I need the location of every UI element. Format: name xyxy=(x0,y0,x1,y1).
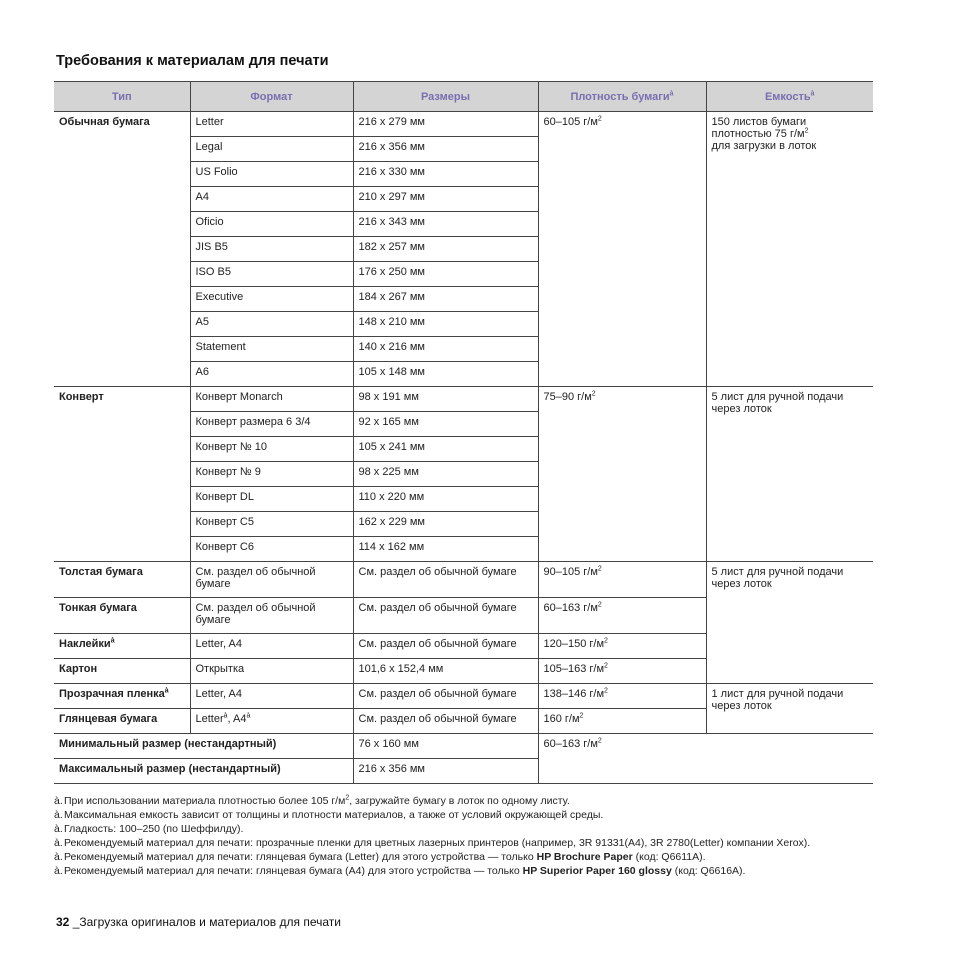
density-cell: 138–146 $г/м^2$ xyxy=(538,684,706,709)
custom-max-label: Максимальный размер (нестандартный) xyxy=(54,759,353,784)
density-cell: 120–150 $г/м^2$ xyxy=(538,634,706,659)
size-cell: См. раздел об обычной бумаге xyxy=(353,709,538,734)
footnote: à. При использовании материала плотностью более 105 $г/м^2$, загружайте бумагу в лоток по одному листу. xyxy=(54,794,570,807)
size-cell: 184 x 267 мм xyxy=(353,287,538,312)
format-cell: Конверт C6 xyxy=(190,537,353,562)
size-cell: См. раздел об обычной бумаге xyxy=(353,562,538,598)
format-cell: Legal xyxy=(190,137,353,162)
size-cell: 216 x 356 мм xyxy=(353,759,538,784)
type-cell: Обычная бумага xyxy=(54,112,190,387)
type-cell: Глянцевая бумага xyxy=(54,709,190,734)
footnote: à. Рекомендуемый материал для печати: прозрачные пленки для цветных лазерных принтеров (например, 3R 91331(A4), 3R 2780(Letter) компании Xerox). xyxy=(54,837,811,849)
footnote: à. Рекомендуемый материал для печати: глянцевая бумага (A4) для этого устройства — только HP Superior Paper 160 glossy (код: Q6616A). xyxy=(54,865,746,877)
format-cell: См. раздел об обычной бумаге xyxy=(190,598,353,634)
size-cell: 114 x 162 мм xyxy=(353,537,538,562)
table-row xyxy=(54,387,873,412)
capacity-cell: 1 лист для ручной подачи через лоток xyxy=(706,684,873,734)
format-cell: Letter$^à$, $A4^à$ xyxy=(190,709,353,734)
size-cell: 76 x 160 мм xyxy=(353,734,538,759)
type-cell: Толстая бумага xyxy=(54,562,190,598)
format-cell: Letter, A4 xyxy=(190,684,353,709)
footnote: à. Гладкость: 100–250 (по Шеффилду). xyxy=(54,823,244,835)
density-cell: 60–163 $г/м^2$ xyxy=(538,598,706,634)
size-cell: 105 x 148 мм xyxy=(353,362,538,387)
footnote: à. Рекомендуемый материал для печати: глянцевая бумага (Letter) для этого устройства — только HP Brochure Paper (код: Q6611A). xyxy=(54,851,706,863)
page-footer xyxy=(56,915,341,929)
size-cell: 210 x 297 мм xyxy=(353,187,538,212)
format-cell: A5 xyxy=(190,312,353,337)
format-cell: US Folio xyxy=(190,162,353,187)
density-cell: 160 $г/м^2$ xyxy=(538,709,706,734)
footer-text: _Загрузка оригиналов и материалов для печати xyxy=(69,915,341,929)
format-cell: Конверт Monarch xyxy=(190,387,353,412)
format-cell: См. раздел об обычной бумаге xyxy=(190,562,353,598)
size-cell: 162 x 229 мм xyxy=(353,512,538,537)
header-format: Формат xyxy=(190,82,353,112)
capacity-cell: 5 лист для ручной подачи через лоток xyxy=(706,562,873,684)
format-cell: Конверт № 9 xyxy=(190,462,353,487)
size-cell: 216 x 330 мм xyxy=(353,162,538,187)
table-row xyxy=(54,734,873,759)
custom-density-cell: 60–163 $г/м^2$ xyxy=(538,734,873,784)
size-cell: 98 x 225 мм xyxy=(353,462,538,487)
header-type: Тип xyxy=(54,82,190,112)
density-cell: 90–105 $г/м^2$ xyxy=(538,562,706,598)
type-cell: Прозрачная пленка$^à$ xyxy=(54,684,190,709)
format-cell: A4 xyxy=(190,187,353,212)
density-cell: 60–105 $г/м^2$ xyxy=(538,112,706,387)
size-cell: 92 x 165 мм xyxy=(353,412,538,437)
format-cell: Конверт размера 6 3/4 xyxy=(190,412,353,437)
size-cell: 110 x 220 мм xyxy=(353,487,538,512)
size-cell: 176 x 250 мм xyxy=(353,262,538,287)
format-cell: Конверт № 10 xyxy=(190,437,353,462)
footnote: à. Максимальная емкость зависит от толщины и плотности материалов, а также от условий окружающей среды. xyxy=(54,809,604,821)
density-cell: 75–90 $г/м^2$ xyxy=(538,387,706,562)
header-capacity: Емкость$^à$ xyxy=(706,82,873,112)
table-row xyxy=(54,112,873,137)
type-cell: Тонкая бумага xyxy=(54,598,190,634)
size-cell: См. раздел об обычной бумаге xyxy=(353,684,538,709)
format-cell: Конверт DL xyxy=(190,487,353,512)
size-cell: 148 x 210 мм xyxy=(353,312,538,337)
size-cell: 98 x 191 мм xyxy=(353,387,538,412)
footnotes xyxy=(54,794,874,878)
density-cell: 105–163 $г/м^2$ xyxy=(538,659,706,684)
size-cell: 216 x 343 мм xyxy=(353,212,538,237)
page-number: 32 xyxy=(56,915,70,929)
media-spec-table xyxy=(54,81,873,784)
size-cell: 101,6 x 152,4 мм xyxy=(353,659,538,684)
type-cell: Наклейки$^à$ xyxy=(54,634,190,659)
format-cell: Конверт C5 xyxy=(190,512,353,537)
format-cell: ISO B5 xyxy=(190,262,353,287)
format-cell: Statement xyxy=(190,337,353,362)
header-size: Размеры xyxy=(353,82,538,112)
format-cell: Letter xyxy=(190,112,353,137)
header-density: Плотность бумаги$^à$ xyxy=(538,82,706,112)
size-cell: 105 x 241 мм xyxy=(353,437,538,462)
type-cell: Конверт xyxy=(54,387,190,562)
size-cell: 216 x 356 мм xyxy=(353,137,538,162)
format-cell: A6 xyxy=(190,362,353,387)
size-cell: 182 x 257 мм xyxy=(353,237,538,262)
table-row xyxy=(54,684,873,709)
format-cell: Executive xyxy=(190,287,353,312)
table-header-row xyxy=(54,82,873,112)
format-cell: JIS B5 xyxy=(190,237,353,262)
size-cell: См. раздел об обычной бумаге xyxy=(353,634,538,659)
format-cell: Открытка xyxy=(190,659,353,684)
capacity-cell: 150 листов бумаги плотностью 75 $г/м^2$ для загрузки в лоток xyxy=(706,112,873,387)
table-row xyxy=(54,562,873,598)
format-cell: Letter, A4 xyxy=(190,634,353,659)
size-cell: 140 x 216 мм xyxy=(353,337,538,362)
page-title: Требования к материалам для печати xyxy=(56,53,329,69)
size-cell: 216 x 279 мм xyxy=(353,112,538,137)
size-cell: См. раздел об обычной бумаге xyxy=(353,598,538,634)
custom-min-label: Минимальный размер (нестандартный) xyxy=(54,734,353,759)
capacity-cell: 5 лист для ручной подачи через лоток xyxy=(706,387,873,562)
format-cell: Oficio xyxy=(190,212,353,237)
type-cell: Картон xyxy=(54,659,190,684)
